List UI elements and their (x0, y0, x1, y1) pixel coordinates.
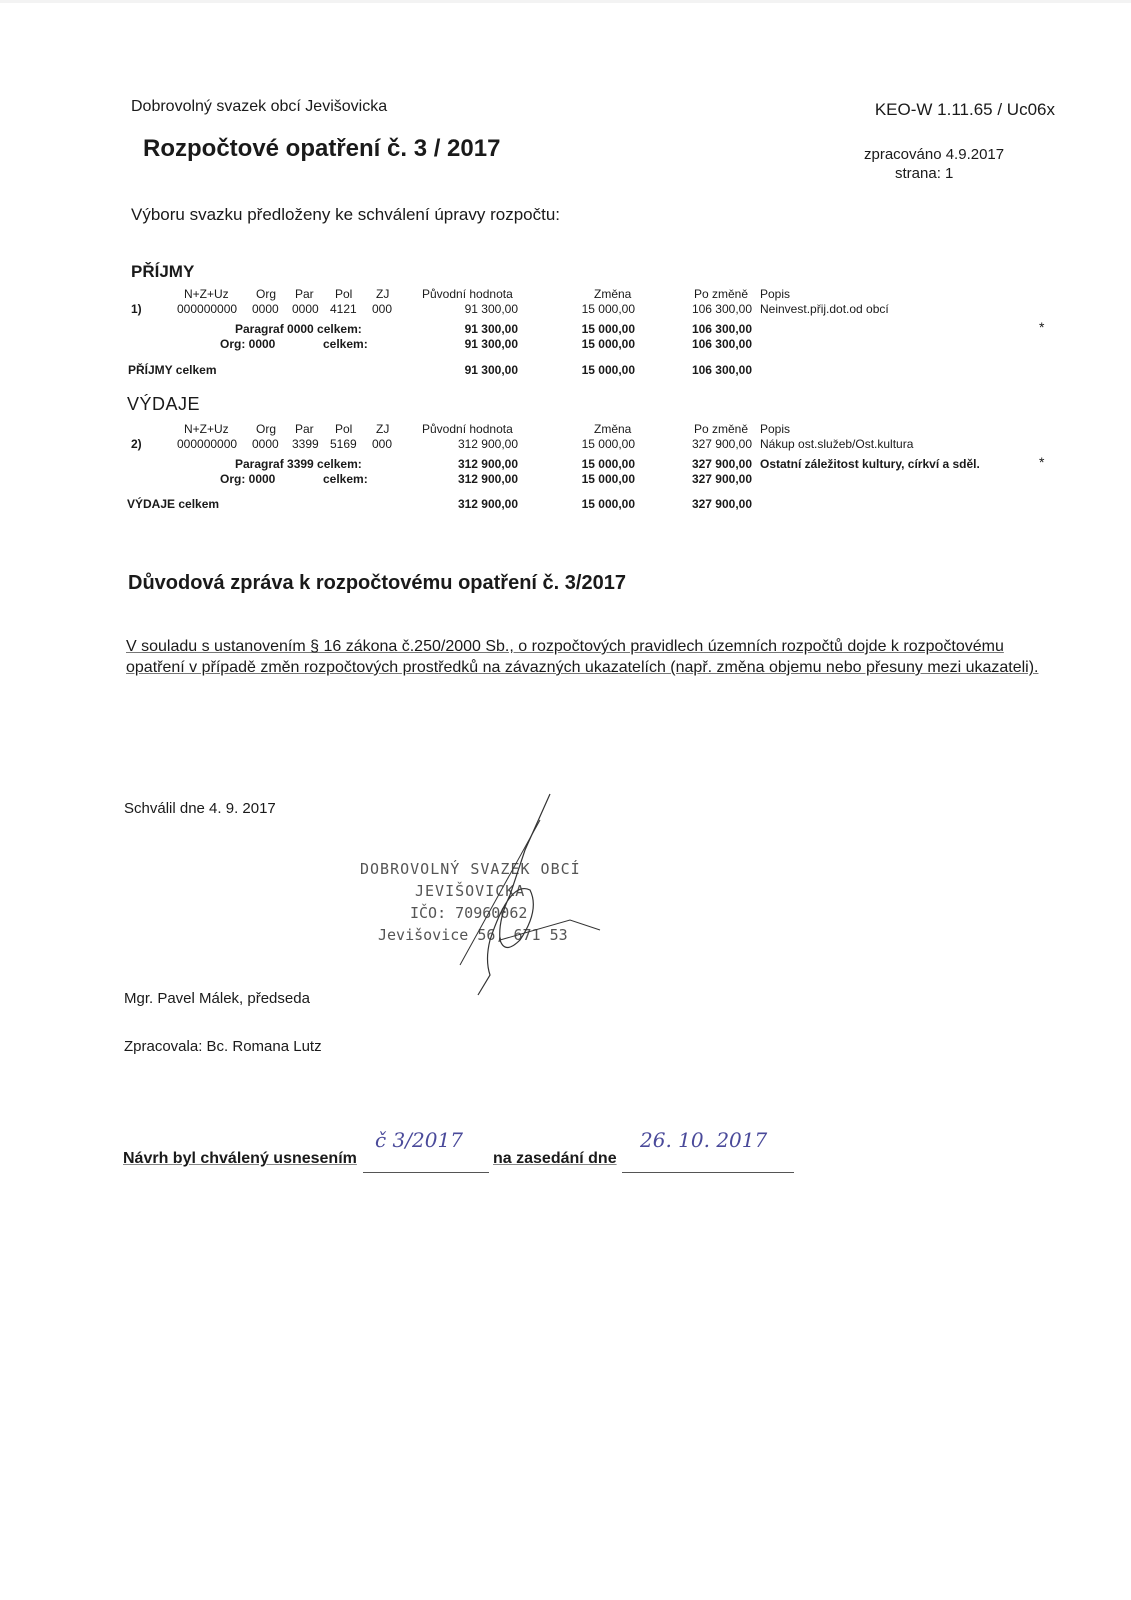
col-after: Po změně (694, 287, 749, 301)
col-org-2: Org (256, 422, 277, 436)
income-total-original: 91 300,00 (464, 363, 518, 377)
income-row-desc: Neinvest.přij.dot.od obcí (760, 302, 889, 316)
col-pol: Pol (335, 287, 353, 301)
expenses-heading: VÝDAJE (127, 394, 201, 414)
income-row-org: 0000 (252, 302, 279, 316)
signatory-name: Mgr. Pavel Málek, předseda (124, 990, 310, 1007)
expenses-par-desc: Ostatní záležitost kultury, církví a sděl. (760, 457, 980, 471)
income-org-label: Org: 0000 (220, 337, 276, 351)
stamp-line-2: JEVIŠOVICKA (415, 882, 526, 900)
scan-top-edge (0, 0, 1131, 3)
income-row-change: 15 000,00 (581, 302, 635, 316)
col-nzu: N+Z+Uz (184, 287, 229, 301)
income-row-original: 91 300,00 (464, 302, 518, 316)
preparer-name: Zpracovala: Bc. Romana Lutz (124, 1038, 322, 1055)
income-row-index: 1) (131, 302, 142, 316)
resolution-value: č 3/2017 (375, 1128, 463, 1152)
stamp-line-1: DOBROVOLNÝ SVAZEK OBCÍ (360, 860, 581, 878)
income-par-original: 91 300,00 (464, 322, 518, 336)
expenses-total-change: 15 000,00 (581, 497, 635, 511)
organization-name: Dobrovolný svazek obcí Jevišovicka (131, 98, 388, 115)
meeting-fill-line (622, 1172, 794, 1173)
expenses-total-original: 312 900,00 (457, 497, 518, 511)
col-pol-2: Pol (335, 422, 353, 436)
expenses-row-change: 15 000,00 (581, 437, 635, 451)
expenses-org-after: 327 900,00 (691, 472, 752, 486)
expenses-par-label: Paragraf 3399 celkem: (235, 457, 362, 471)
col-nzu-2: N+Z+Uz (184, 422, 229, 436)
income-row-after: 106 300,00 (691, 302, 752, 316)
approval-date: Schválil dne 4. 9. 2017 (124, 800, 276, 817)
expenses-row-index: 2) (131, 437, 142, 451)
expenses-row-nzu: 000000000 (177, 437, 238, 451)
col-par: Par (295, 287, 314, 301)
resolution-label: Návrh byl chválený usnesením (123, 1150, 357, 1167)
expenses-row-original: 312 900,00 (457, 437, 518, 451)
expenses-row-after: 327 900,00 (691, 437, 752, 451)
expenses-org-change: 15 000,00 (581, 472, 635, 486)
report-paragraph: V souladu s ustanovením § 16 zákona č.250/2000 Sb., o rozpočtových pravidlech územních rozpočtů dojde k rozpočtovému opatření v případě změn rozpočtových prostředků na závazných ukazatelích (např. změna objemu nebo přesuny mezi ukazateli). (126, 638, 1039, 676)
income-total-after: 106 300,00 (691, 363, 752, 377)
intro-text: Výboru svazku předloženy ke schválení úpravy rozpočtu: (131, 205, 561, 224)
col-zj-2: ZJ (376, 422, 390, 436)
meeting-label: na zasedání dne (493, 1150, 617, 1167)
expenses-par-after: 327 900,00 (691, 457, 752, 471)
income-heading: PŘÍJMY (131, 262, 195, 281)
expenses-total-label: VÝDAJE celkem (127, 497, 220, 511)
meeting-value: 26. 10. 2017 (640, 1128, 768, 1152)
income-row-nzu: 000000000 (177, 302, 238, 316)
income-par-change: 15 000,00 (581, 322, 635, 336)
expenses-row-par: 3399 (292, 437, 319, 451)
col-zj: ZJ (376, 287, 390, 301)
col-after-2: Po změně (694, 422, 749, 436)
report-heading: Důvodová zpráva k rozpočtovému opatření č. 3/2017 (128, 572, 626, 594)
col-par-2: Par (295, 422, 314, 436)
income-org-after: 106 300,00 (691, 337, 752, 351)
income-row-zj: 000 (372, 302, 393, 316)
income-org-change: 15 000,00 (581, 337, 635, 351)
col-original: Původní hodnota (422, 287, 513, 301)
income-total-label: PŘÍJMY celkem (128, 363, 217, 377)
income-org-celkem: celkem: (323, 337, 368, 351)
expenses-par-original: 312 900,00 (457, 457, 518, 471)
document-code: KEO-W 1.11.65 / Uc06x (874, 100, 1055, 119)
processed-date: zpracováno 4.9.2017 (864, 146, 1005, 163)
col-desc: Popis (760, 287, 791, 301)
expenses-org-label: Org: 0000 (220, 472, 276, 486)
expenses-org-original: 312 900,00 (457, 472, 518, 486)
page-number: strana: 1 (895, 165, 954, 182)
col-change-2: Změna (594, 422, 632, 436)
income-par-label: Paragraf 0000 celkem: (235, 322, 362, 336)
signature-scribble (390, 790, 620, 1010)
expenses-row-pol: 5169 (330, 437, 357, 451)
income-star: * (1039, 319, 1045, 335)
document-title: Rozpočtové opatření č. 3 / 2017 (143, 135, 501, 162)
expenses-org-celkem: celkem: (323, 472, 368, 486)
income-total-change: 15 000,00 (581, 363, 635, 377)
expenses-row-desc: Nákup ost.služeb/Ost.kultura (760, 437, 914, 451)
expenses-row-zj: 000 (372, 437, 393, 451)
income-par-after: 106 300,00 (691, 322, 752, 336)
stamp-line-3: IČO: 70960062 (410, 904, 528, 922)
col-desc-2: Popis (760, 422, 791, 436)
expenses-star: * (1039, 454, 1045, 470)
stamp-line-4: Jevišovice 56, 671 53 (378, 926, 568, 944)
expenses-total-after: 327 900,00 (691, 497, 752, 511)
resolution-fill-line (363, 1172, 489, 1173)
income-row-pol: 4121 (330, 302, 357, 316)
col-original-2: Původní hodnota (422, 422, 513, 436)
expenses-par-change: 15 000,00 (581, 457, 635, 471)
col-org: Org (256, 287, 277, 301)
expenses-row-org: 0000 (252, 437, 279, 451)
income-org-original: 91 300,00 (464, 337, 518, 351)
income-row-par: 0000 (292, 302, 319, 316)
col-change: Změna (594, 287, 632, 301)
